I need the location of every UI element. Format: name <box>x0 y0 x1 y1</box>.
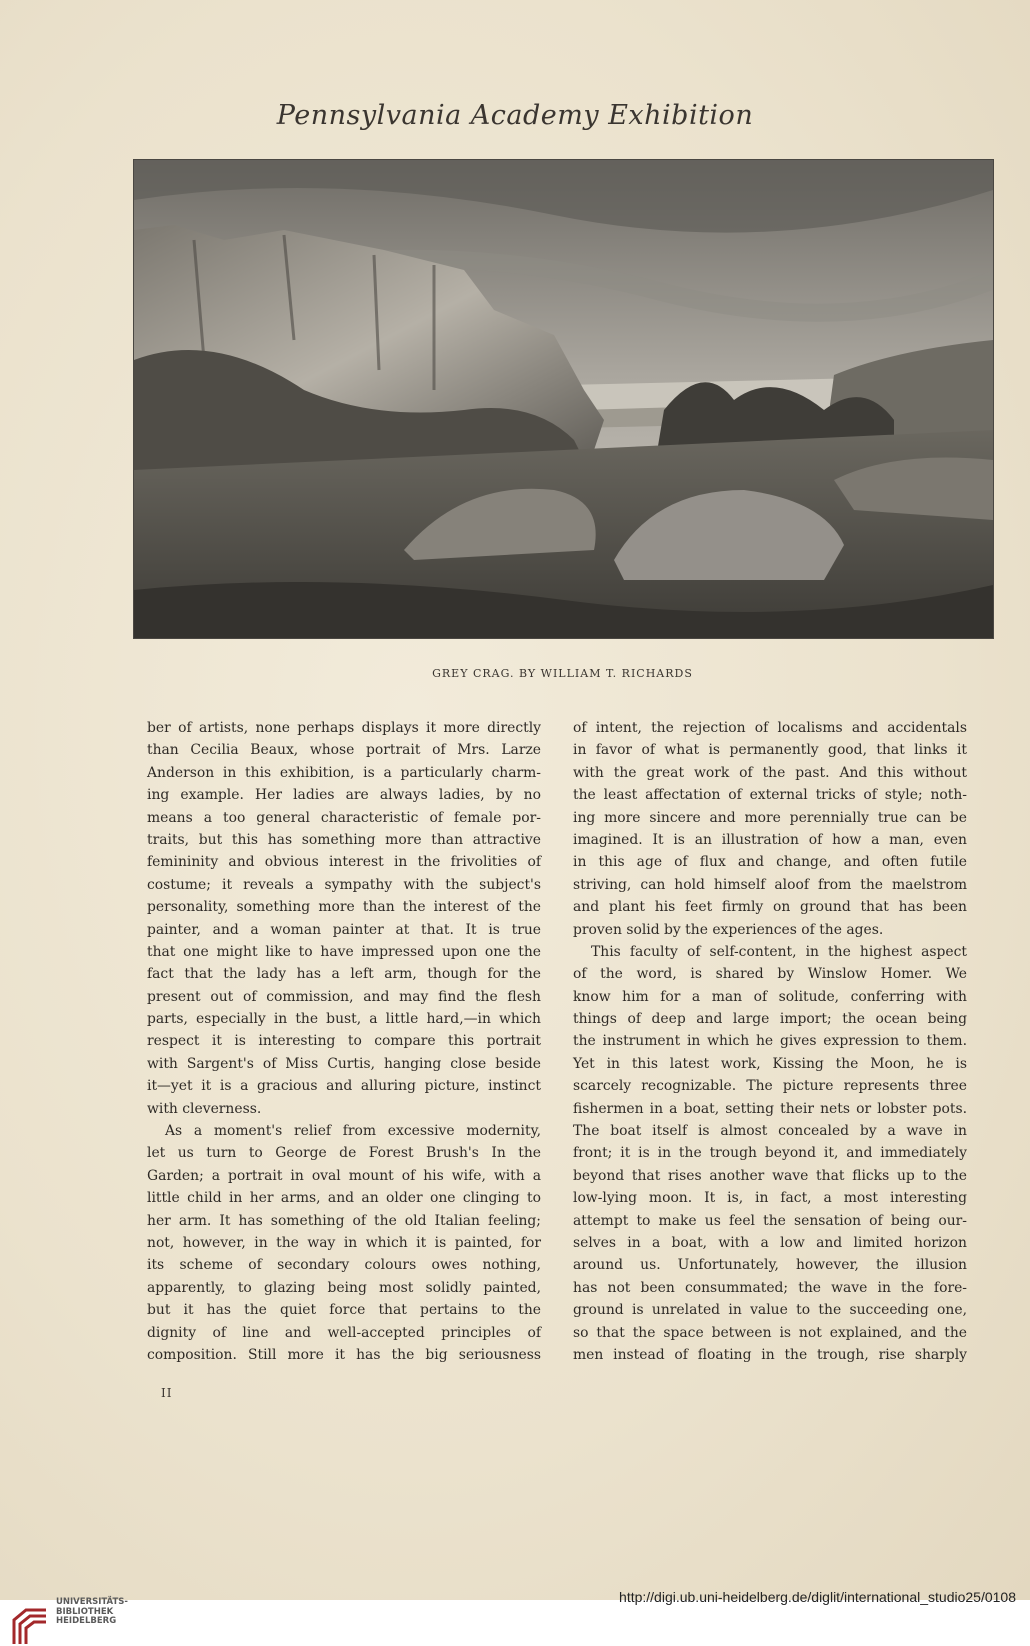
text-line: Garden; a portrait in oval mount of his wife, with a <box>147 1167 541 1184</box>
text-line: respect it is interesting to compare this portrait <box>147 1033 541 1050</box>
text-line: painter, and a woman painter at that. It is true <box>147 921 541 938</box>
library-name-line: HEIDELBERG <box>56 1616 117 1626</box>
running-title: Pennsylvania Academy Exhibition <box>276 100 754 131</box>
left-text-column <box>147 717 541 1366</box>
text-line: of intent, the rejection of localisms and accidentals <box>573 720 967 736</box>
text-line: ground is unrelated in value to the succeeding one, <box>573 1302 967 1319</box>
library-name-line: UNIVERSITÄTS- <box>56 1597 128 1607</box>
text-line: its scheme of secondary colours owes nothing, <box>147 1257 541 1274</box>
text-line: proven solid by the experiences of the ages. <box>573 921 884 938</box>
text-line: of the word, is shared by Winslow Homer. We <box>573 966 967 983</box>
text-line: This faculty of self-content, in the highest aspect <box>591 943 967 960</box>
text-line: Anderson in this exhibition, is a particularly charm- <box>147 764 541 781</box>
text-line: selves in a boat, with a low and limited horizon <box>573 1234 967 1251</box>
text-line: beyond that rises another wave that flicks up to the <box>573 1167 967 1184</box>
text-line: ber of artists, none perhaps displays it more directly <box>147 720 541 736</box>
text-line: composition. Still more it has the big seriousness <box>147 1346 541 1363</box>
text-line: dignity of line and well-accepted principles of <box>147 1324 541 1341</box>
text-line: but it has the quiet force that pertains to the <box>147 1302 541 1319</box>
text-line: the least affectation of external tricks of style; noth- <box>573 787 967 804</box>
text-line: fishermen in a boat, setting their nets or lobster pots. <box>573 1100 967 1117</box>
text-line: front; it is in the trough beyond it, and immediately <box>573 1145 967 1162</box>
text-line: parts, especially in the bust, a little hard,—in which <box>147 1011 541 1028</box>
text-line: with Sargent's of Miss Curtis, hanging close beside <box>147 1055 541 1072</box>
text-line: so that the space between is not explained, and the <box>573 1324 967 1341</box>
plate-caption: GREY CRAG. BY WILLIAM T. RICHARDS <box>432 667 693 680</box>
text-line: striving, can hold himself aloof from the maelstrom <box>573 876 967 893</box>
text-line: femininity and obvious interest in the frivolities of <box>147 854 541 871</box>
library-name <box>56 1598 128 1627</box>
source-url[interactable]: http://digi.ub.uni-heidelberg.de/diglit/international_studio25/0108 <box>619 1589 1016 1605</box>
landscape-painting <box>134 160 993 638</box>
text-line: in favor of what is permanently good, that links it <box>573 742 967 759</box>
text-line: costume; it reveals a sympathy with the subject's <box>147 876 541 893</box>
library-name-line: BIBLIOTHEK <box>56 1606 114 1617</box>
text-line: and plant his feet firmly on ground that has been <box>573 899 967 916</box>
text-line: As a moment's relief from excessive modernity, <box>165 1123 541 1140</box>
text-line: know him for a man of solitude, conferring with <box>573 988 967 1005</box>
text-line: around us. Unfortunately, however, the illusion <box>573 1257 967 1274</box>
text-line: traits, but this has something more than attractive <box>147 831 541 848</box>
text-line: let us turn to George de Forest Brush's In the <box>147 1145 541 1162</box>
plate-illustration <box>133 159 994 639</box>
text-line: has not been consummated; the wave in the fore- <box>573 1279 967 1296</box>
text-line: little child in her arms, and an older one clinging to <box>147 1190 541 1207</box>
text-line: low-lying moon. It is, in fact, a most interesting <box>573 1190 967 1207</box>
text-line: personality, something more than the interest of the <box>147 899 541 916</box>
text-line: than Cecilia Beaux, whose portrait of Mrs. Larze <box>147 742 541 759</box>
text-line: ing more sincere and more perennially true can be <box>573 809 967 826</box>
text-line: attempt to make us feel the sensation of being our- <box>573 1212 967 1229</box>
text-line: in this age of flux and change, and often futile <box>573 854 967 871</box>
text-line: that one might like to have impressed upon one the <box>147 943 541 960</box>
text-line: her arm. It has something of the old Italian feeling; <box>147 1212 541 1229</box>
right-text-column <box>573 717 967 1366</box>
text-line: apparently, to glazing being most solidly painted, <box>147 1279 541 1296</box>
text-line: means a too general characteristic of female por- <box>147 809 541 826</box>
text-line: with the great work of the past. And this without <box>573 764 967 781</box>
text-line: men instead of floating in the trough, rise sharply <box>573 1346 967 1363</box>
text-line: present out of commission, and may find the flesh <box>147 988 541 1005</box>
text-line: ing example. Her ladies are always ladies, by no <box>147 787 541 804</box>
text-line: Yet in this latest work, Kissing the Moon, he is <box>573 1055 967 1072</box>
text-line: things of deep and large import; the ocean being <box>573 1011 967 1028</box>
library-logo-icon <box>10 1606 50 1646</box>
page-number: II <box>161 1386 173 1400</box>
text-line: scarcely recognizable. The picture represents three <box>573 1078 967 1095</box>
text-line: imagined. It is an illustration of how a man, even <box>573 831 967 848</box>
text-line: the instrument in which he gives expression to them. <box>573 1033 967 1050</box>
text-line: The boat itself is almost concealed by a wave in <box>573 1123 967 1140</box>
text-line: it—yet it is a gracious and alluring picture, instinct <box>147 1078 541 1095</box>
text-line: not, however, in the way in which it is painted, for <box>147 1234 541 1251</box>
text-line: with cleverness. <box>147 1100 262 1117</box>
text-line: fact that the lady has a left arm, though for the <box>147 966 541 983</box>
